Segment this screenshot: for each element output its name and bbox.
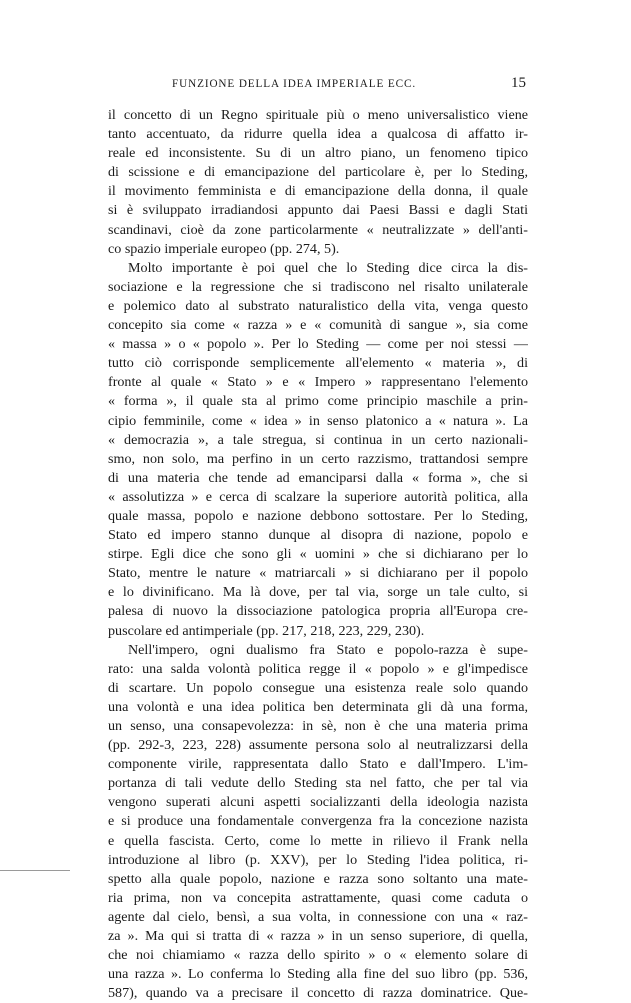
text-line: « forma », il quale sta al primo come principio maschile a prin- — [108, 393, 528, 410]
paragraph-1 — [108, 106, 528, 259]
text-line: stirpe. Egli dice che sono gli « uomini » che si dichiarano per lo — [108, 546, 528, 563]
text-line: agente dal cielo, bensì, a sua volta, in connessione con una « raz- — [108, 908, 528, 925]
text-line: e polemico dato al substrato naturalistico della vita, venga questo — [108, 297, 528, 314]
text-line: Nell'impero, ogni dualismo fra Stato e popolo-razza è supe- — [128, 641, 528, 658]
text-line: tanto accentuato, da ridurre quella idea a qualcosa di affatto ir- — [108, 126, 528, 143]
text-line: puscolare ed antimperiale (pp. 217, 218, 223, 229, 230). — [108, 622, 425, 639]
text-line: palesa di nuovo la dissociazione patologica propria all'Europa cre- — [108, 603, 528, 620]
text-line: di scissione e di emancipazione del particolare è, per lo Steding, — [108, 164, 528, 181]
text-line: e lo divinificano. Ma là dove, per tal via, sorge un tale culto, si — [108, 584, 528, 601]
text-line: « democrazia », a tale stregua, si continua in un certo nazionali- — [108, 431, 528, 448]
text-line: vengono superati alcuni aspetti socializzanti della ideologia nazista — [108, 794, 528, 811]
text-line: co spazio imperiale europeo (pp. 274, 5). — [108, 240, 340, 257]
text-line: che noi chiamiamo « razza dello spirito » o « elemento solare di — [108, 947, 528, 964]
text-line: e quella fascista. Certo, come lo mette in rilievo il Frank nella — [108, 832, 528, 849]
text-line: cipio femminile, come « idea » in senso platonico a « natura ». La — [108, 412, 528, 429]
text-line: (pp. 292-3, 223, 228) assumente persona solo al neutralizzarsi della — [108, 737, 528, 754]
running-head-title: FUNZIONE DELLA IDEA IMPERIALE ECC. — [172, 78, 417, 90]
text-line: sociazione e la regressione che si tradiscono nel risalto unilaterale — [108, 278, 528, 295]
body-text — [108, 106, 528, 1003]
text-line: una razza ». Lo conferma lo Steding alla fine del suo libro (pp. 536, — [108, 966, 528, 983]
text-line: fronte al quale « Stato » e « Impero » rappresentano l'elemento — [108, 374, 528, 391]
text-line: portanza di tali vedute dello Steding sta nel fatto, che per tal via — [108, 775, 528, 792]
text-line: tutto ciò corrisponde semplicemente all'elemento « materia », di — [108, 355, 528, 372]
running-header — [108, 76, 528, 94]
page-number: 15 — [511, 75, 526, 91]
text-line: scandinavi, cioè da zone particolarmente « neutralizzate » dell'anti- — [108, 221, 528, 238]
text-line: una volontà e una idea politica ben determinata gli dà una forma, — [108, 698, 528, 715]
text-line: ria prima, non va concepita astrattamente, quasi come caduta o — [108, 889, 528, 906]
text-line: spetto alla quale popolo, nazione e razza sono soltanto una mate- — [108, 870, 528, 887]
text-line: quale massa, popolo e nazione debbono sottostare. Per lo Steding, — [108, 507, 528, 524]
paragraph-2 — [108, 259, 528, 641]
text-line: introduzione al libro (p. XXV), per lo Steding l'idea politica, ri- — [108, 851, 528, 868]
text-line: si è sviluppato irradiandosi appunto dai Paesi Bassi e dagli Stati — [108, 202, 528, 219]
paragraph-3 — [108, 641, 528, 1003]
text-line: un senso, una consapevolezza: in sè, non è che una materia prima — [108, 718, 528, 734]
text-line: Stato, mentre le nature « matriarcali » si dichiarano per il popolo — [108, 565, 528, 582]
text-line: concepito sia come « razza » e « comunità di sangue », sia come — [108, 317, 528, 334]
text-line: il movimento femminista e di emancipazione della donna, il quale — [108, 183, 528, 200]
text-line: rato: una salda volontà politica regge il « popolo » e gl'impedisce — [108, 660, 528, 677]
text-line: « assolutizza » e cerca di scalzare la superiore autorità politica, alla — [108, 488, 528, 505]
text-line: di scartare. Un popolo consegue una esistenza reale solo quando — [108, 679, 528, 696]
text-line: reale ed inconsistente. Su di un altro piano, un fenomeno tipico — [108, 145, 528, 162]
text-line: il concetto di un Regno spirituale più o meno universalistico viene — [108, 107, 528, 123]
text-line: « massa » o « popolo ». Per lo Steding — come per noi stessi — — [108, 336, 528, 353]
text-line: 587), quando va a precisare il concetto di razza dominatrice. Que- — [108, 985, 528, 1002]
text-line: di una materia che tende ad emanciparsi dalla « forma », che si — [108, 469, 528, 486]
text-line: za ». Ma qui si tratta di « razza » in un senso superiore, di quella, — [108, 928, 528, 945]
text-line: componente virile, rappresentata dallo Stato e dall'Impero. L'im- — [108, 756, 528, 773]
text-line: Molto importante è poi quel che lo Steding dice circa la dis- — [128, 259, 528, 276]
text-line: smo, non solo, ma perfino in un certo razzismo, trattandosi sempre — [108, 450, 528, 467]
text-line: Stato ed impero stanno dunque al disopra di nazione, popolo e — [108, 527, 528, 544]
text-line: e si produce una fondamentale convergenza fra la concezione nazista — [108, 813, 528, 830]
scan-edge-rule — [0, 870, 70, 871]
